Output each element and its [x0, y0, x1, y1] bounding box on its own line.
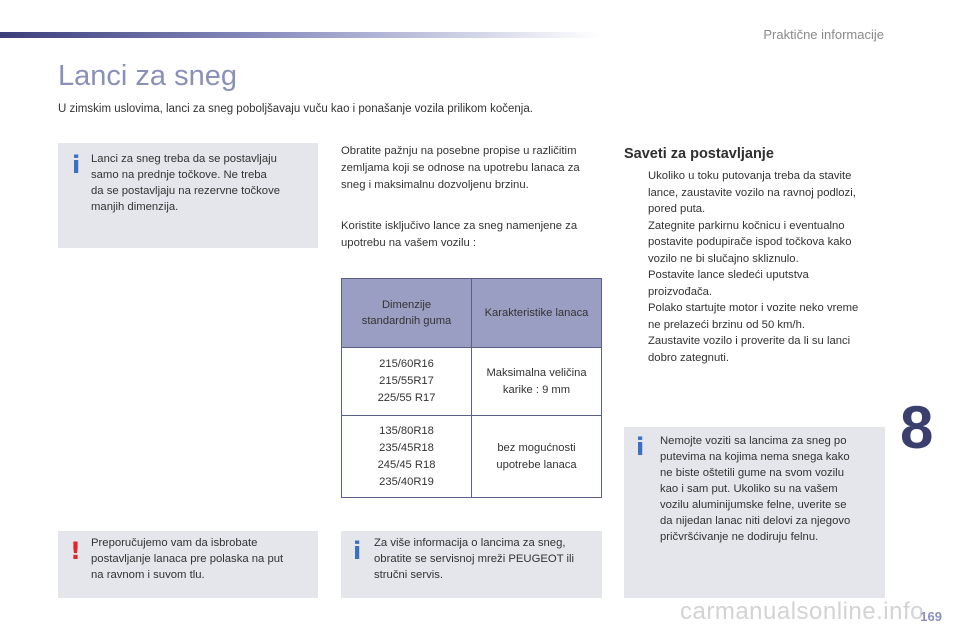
table-header-row — [342, 279, 602, 348]
list-item: Zategnite parkirnu kočnicu i eventualno postavite podupirače ispod točkova kako vozilo ne bi slučajno skliznulo. — [648, 219, 852, 265]
regulations-paragraph: Obratite pažnju na posebne propise u različitim zemljama koji se odnose na upotrebu lanaca za sneg i maksimalnu dozvoljenu brzinu. — [341, 145, 580, 191]
info-icon: i — [353, 537, 362, 565]
info-box-peugeot-network-text: Za više informacija o lancima za sneg, obratite se servisnoj mreži PEUGEOT ili stručni servis. — [374, 537, 575, 581]
use-chains-paragraph: Koristite isključivo lance za sneg namenjene za upotrebu na vašem vozilu : — [341, 220, 578, 249]
list-item: Polako startujte motor i vozite neko vreme ne prelazeći brzinu od 50 km/h. — [648, 302, 859, 331]
characteristics-cell: Maksimalna veličina karike : 9 mm — [472, 348, 602, 416]
table-row — [342, 348, 602, 416]
column-header-tyre-sizes: Dimenzije standardnih guma — [342, 279, 472, 348]
info-box-peugeot-network — [341, 531, 602, 598]
watermark: carmanualsonline.info — [680, 598, 924, 625]
chain-specs-table — [341, 278, 602, 498]
info-icon: i — [72, 151, 81, 179]
intro-text: U zimskim uslovima, lanci za sneg poboljšavaju vuču kao i ponašanje vozila prilikom kočenja. — [58, 103, 533, 115]
info-box-front-wheels — [58, 143, 318, 248]
exclamation-icon: ! — [70, 537, 81, 565]
info-icon: i — [636, 433, 645, 461]
list-item: Ukoliko u toku putovanja treba da stavite lance, zaustavite vozilo na ravnoj podlozi, pored puta. — [648, 170, 856, 215]
tyre-sizes-cell: 215/60R16 215/55R17 225/55 R17 — [342, 348, 472, 416]
column-header-characteristics: Karakteristike lanaca — [472, 279, 602, 348]
list-item: Postavite lance sledeći uputstva proizvođača. — [648, 269, 809, 298]
tips-title: Saveti za postavljanje — [624, 146, 774, 162]
chapter-number: 8 — [900, 394, 934, 461]
info-box-front-wheels-text: Lanci za sneg treba da se postavljaju samo na prednje točkove. Ne treba da se postavljaju na rezervne točkove manjih dimenzija. — [91, 153, 281, 213]
table-row — [342, 416, 602, 498]
info-box-no-snow-text: Nemojte voziti sa lancima za sneg po putevima na kojima nema snega kako ne biste oštetili gume na svom vozilu kao i sam put. Ukoliko su na vašem vozilu aluminijumske felne, uverite se da nijedan lanac niti delovi za njegovo pričvršćivanje ne dodiruju felnu. — [660, 435, 851, 543]
page-title: Lanci za sneg — [58, 60, 237, 92]
tips-list — [624, 168, 886, 366]
page-number: 169 — [920, 609, 942, 624]
list-item: Zaustavite vozilo i proverite da li su lanci dobro zategnuti. — [648, 335, 851, 364]
section-title: Praktične informacije — [763, 27, 884, 42]
warning-box-test-fitting — [58, 531, 318, 598]
header-gradient-bar — [0, 32, 600, 38]
characteristics-cell: bez mogućnosti upotrebe lanaca — [472, 416, 602, 498]
info-box-no-snow-warning — [624, 427, 885, 598]
tyre-sizes-cell: 135/80R18 235/45R18 245/45 R18 235/40R19 — [342, 416, 472, 498]
warning-box-text: Preporučujemo vam da isbrobate postavljanje lanaca pre polaska na put na ravnom i suvom tlu. — [91, 537, 284, 581]
